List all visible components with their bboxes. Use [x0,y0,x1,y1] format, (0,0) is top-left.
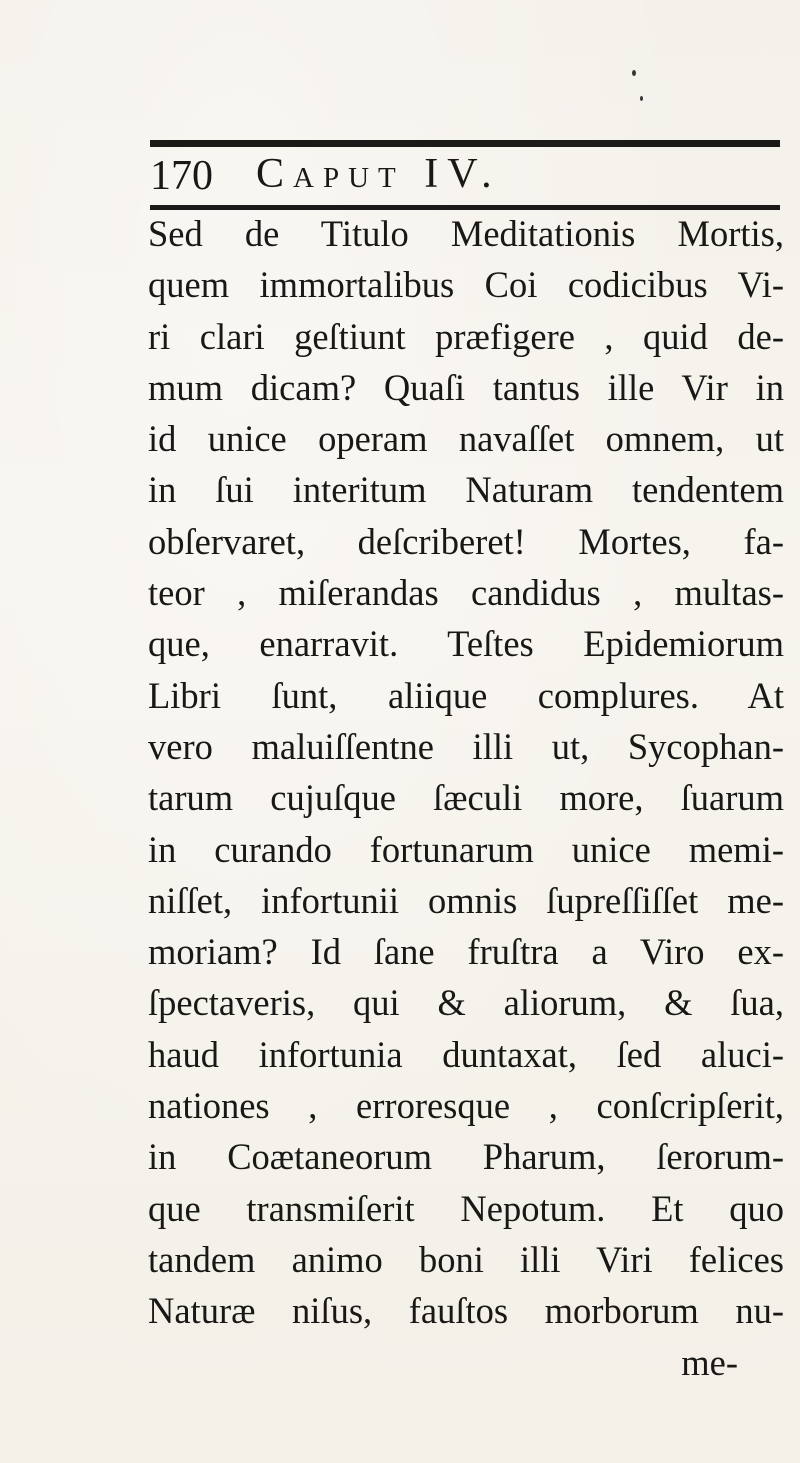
text-line: in Coætaneorum Pharum, ſerorum- [148,1136,784,1178]
text-line: tarum cujuſque ſæculi more, ſuarum [148,777,784,819]
text-line: Naturæ niſus, fauſtos morborum nu- [148,1290,784,1332]
text-line: teor , miſerandas candidus , multas- [148,572,784,614]
text-line: tandem animo boni illi Viri felices [148,1238,784,1280]
text-line: id unice operam navaſſet omnem, ut [148,418,784,460]
text-line: quem immortalibus Coi codicibus Vi- [148,264,784,306]
text-line: vero maluiſſentne illi ut, Sycophan- [148,725,784,767]
text-line: mum dicam? Quaſi tantus ille Vir in [148,366,784,408]
text-line: Sed de Titulo Meditationis Mortis, [148,213,784,254]
text-line: in curando fortunarum unice memi- [148,828,784,870]
catchword: me- [681,1341,738,1383]
body-text [148,208,784,1388]
running-head: Caput IV. [256,151,501,197]
ink-speck [632,70,636,76]
text-line: que transmiſerit Nepotum. Et quo [148,1187,784,1229]
page-number: 170 [150,153,213,199]
text-line: obſervaret, deſcriberet! Mortes, fa- [148,520,784,562]
text-line: ſpectaveris, qui & aliorum, & ſua, [148,982,784,1024]
text-line: Libri ſunt, aliique complures. At [148,674,784,716]
header-top-rule [150,140,780,147]
page-header [150,150,790,206]
text-line: moriam? Id ſane fruſtra a Viro ex- [148,931,784,973]
text-line: haud infortunia duntaxat, ſed aluci- [148,1033,784,1075]
text-line: in ſui interitum Naturam tendentem [148,469,784,511]
ink-speck [640,96,643,101]
text-line: que, enarravit. Teſtes Epidemiorum [148,623,784,665]
text-line: niſſet, infortunii omnis ſupreſſiſſet me- [148,879,784,921]
text-line: nationes , erroresque , conſcripſerit, [148,1085,784,1127]
text-line: ri clari geſtiunt præfigere , quid de- [148,315,784,357]
